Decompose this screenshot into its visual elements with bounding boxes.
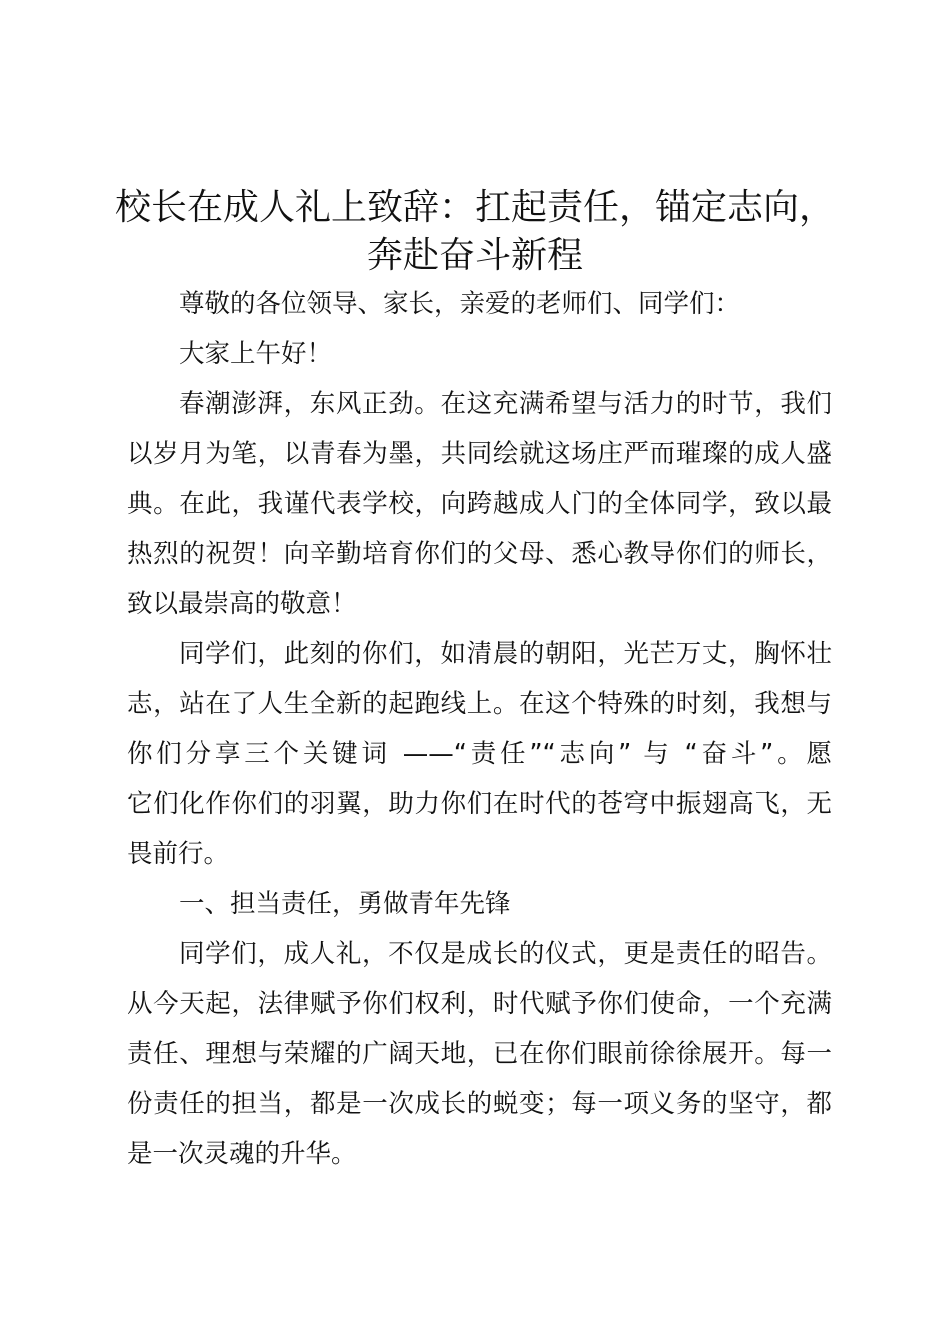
paragraph-line: 典。在此，我谨代表学校，向跨越成人门的全体同学，致以最 bbox=[127, 489, 832, 519]
salutation: 尊敬的各位领导、家长，亲爱的老师们、同学们： bbox=[179, 289, 741, 319]
section-heading: 一、担当责任，勇做青年先锋 bbox=[179, 889, 511, 919]
document-title-line-2: 奔赴奋斗新程 bbox=[366, 235, 583, 276]
paragraph-line: 春潮澎湃，东风正劲。在这充满希望与活力的时节，我们 bbox=[179, 389, 832, 419]
greeting: 大家上午好！ bbox=[179, 339, 333, 369]
paragraph-line: 是一次灵魂的升华。 bbox=[127, 1139, 357, 1169]
paragraph-line: 志，站在了人生全新的起跑线上。在这个特殊的时刻，我想与 bbox=[127, 689, 832, 719]
paragraph-line: 畏前行。 bbox=[127, 839, 230, 869]
paragraph-line: 你们分享三个关键词 ——“责任”“志向” 与 “奋斗”。愿 bbox=[127, 739, 832, 769]
paragraph-line: 热烈的祝贺！向辛勤培育你们的父母、悉心教导你们的师长， bbox=[127, 539, 832, 569]
paragraph-line: 从今天起，法律赋予你们权利，时代赋予你们使命，一个充满 bbox=[127, 989, 832, 1019]
paragraph-line: 同学们，成人礼，不仅是成长的仪式，更是责任的昭告。 bbox=[179, 939, 832, 969]
paragraph-line: 责任、理想与荣耀的广阔天地，已在你们眼前徐徐展开。每一 bbox=[127, 1039, 832, 1069]
document-title-line-1: 校长在成人礼上致辞：扛起责任，锚定志向， bbox=[114, 187, 835, 228]
paragraph-line: 它们化作你们的羽翼，助力你们在时代的苍穹中振翅高飞，无 bbox=[127, 789, 832, 819]
paragraph-line: 以岁月为笔，以青春为墨，共同绘就这场庄严而璀璨的成人盛 bbox=[127, 439, 832, 469]
paragraph-line: 份责任的担当，都是一次成长的蜕变；每一项义务的坚守，都 bbox=[127, 1089, 832, 1119]
paragraph-line: 同学们，此刻的你们，如清晨的朝阳，光芒万丈，胸怀壮 bbox=[179, 639, 832, 669]
paragraph-line: 致以最崇高的敬意！ bbox=[127, 589, 357, 619]
